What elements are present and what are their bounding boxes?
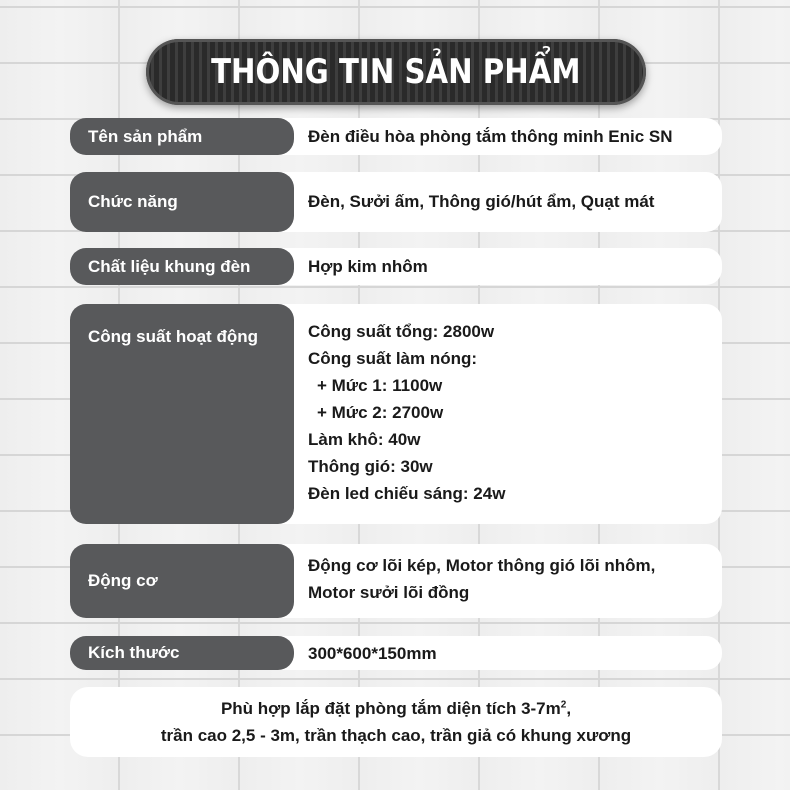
spec-value [308,636,712,670]
spec-value [308,172,712,232]
note-line-2: trần cao 2,5 - 3m, trần thạch cao, trần giả có khung xương [160,726,632,745]
spec-value [308,544,712,618]
spec-value-line: Thông gió: 30w [308,457,433,476]
note-line-1-text: Phù hợp lắp đặt phòng tắm diện tích 3-7m [220,699,561,718]
spec-label-text: Công suất hoạt động [88,327,258,346]
spec-value [308,304,712,524]
spec-label [70,304,294,524]
spec-value-line: Làm khô: 40w [308,430,421,449]
spec-row-product-name [70,118,722,155]
spec-label: Động cơ [70,544,294,618]
spec-row-function [70,172,722,232]
spec-value-line: 300*600*150mm [308,643,437,663]
spec-value-line: Động cơ lõi kép, Motor thông gió lõi nhôm, [308,556,656,575]
spec-row-power [70,304,722,524]
spec-value-line: Công suất làm nóng: [308,349,478,368]
spec-value-line: Đèn led chiếu sáng: 24w [308,484,506,503]
spec-value [308,118,712,155]
installation-note [70,687,722,757]
note-line-1 [70,695,722,722]
spec-label: Tên sản phẩm [70,118,294,155]
note-superscript: 2 [560,699,567,711]
spec-value-line: + Mức 2: 2700w [317,403,444,422]
spec-value [308,248,712,285]
spec-row-motor [70,544,722,618]
spec-row-frame-material [70,248,722,285]
spec-value-line: Đèn điều hòa phòng tắm thông minh Enic SN [308,127,673,146]
spec-label: Chức năng [70,172,294,232]
spec-value-line: Hợp kim nhôm [308,257,428,276]
title-banner [146,39,646,105]
note-line-1-end: , [566,699,572,718]
spec-value-line: Công suất tổng: 2800w [308,322,495,341]
spec-value-line: Motor sưởi lõi đồng [308,583,470,602]
page-title: THÔNG TIN SẢN PHẨM [211,52,581,92]
spec-value-line: Đèn, Sưởi ấm, Thông gió/hút ẩm, Quạt mát [308,192,655,211]
spec-value-line: + Mức 1: 1100w [317,376,443,395]
spec-label: Kích thước [70,636,294,670]
spec-row-dimensions [70,636,722,670]
spec-label: Chất liệu khung đèn [70,248,294,285]
